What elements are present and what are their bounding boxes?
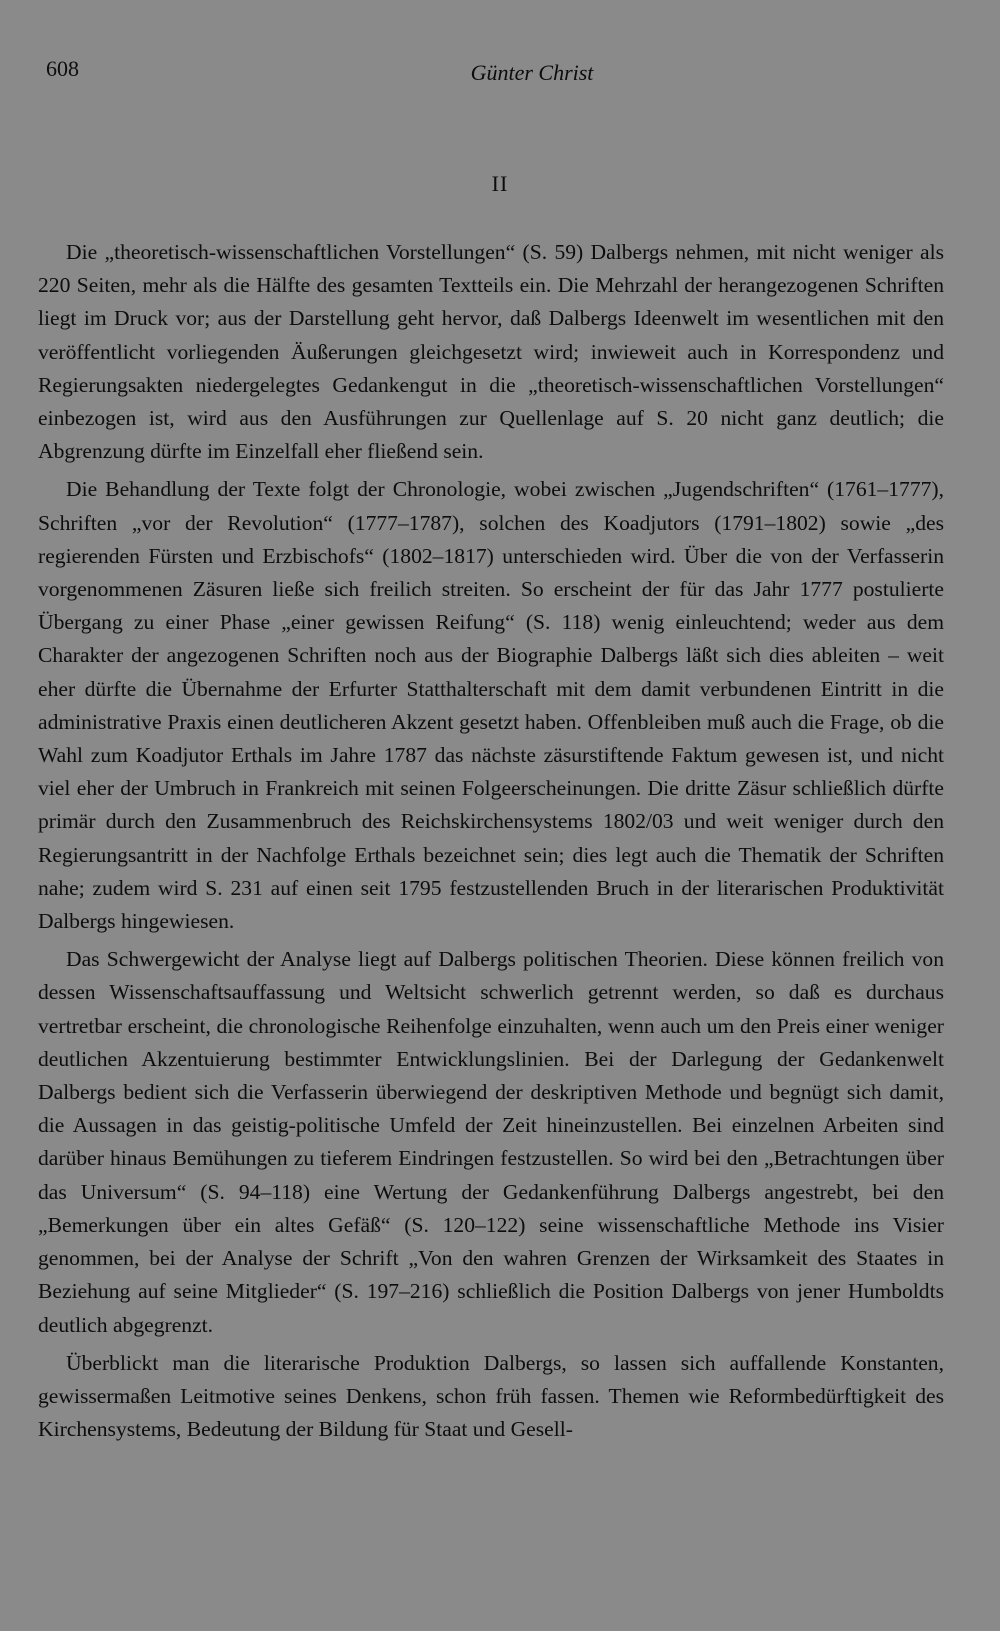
paragraph: Überblickt man die literarische Produktion Dalbergs, so lassen sich auffallende Konstanten, gewissermaßen Leitmotive seines Denkens, schon früh fassen. Themen wie Reformbedürftigkeit des Kirchensystems, Bedeutung der Bildung für Staat und Gesell- [38,1350,944,1442]
running-head-author: Günter Christ [470,60,594,85]
paragraph: Die „theoretisch-wissenschaftlichen Vorstellungen“ (S. 59) Dalbergs nehmen, mit nicht weniger als 220 Seiten, mehr als die Hälfte des gesamten Textteils ein. Die Mehrzahl der herangezogenen Schriften liegt im Druck vor; aus der Darstellung geht hervor, daß Dalbergs Ideenwelt im wesentlichen mit den veröffentlicht vorliegenden Äußerungen gleichgesetzt wird; inwieweit auch in Korrespondenz und Regierungsakten niedergelegtes Gedankengut in die „theoretisch-wissenschaftlichen Vorstellungen“ einbezogen ist, wird aus den Ausführungen zur Quellenlage auf S. 20 nicht ganz deutlich; die Abgrenzung dürfte im Einzelfall eher fließend sein. [38,240,944,464]
page-header [46,56,948,92]
paragraph: Die Behandlung der Texte folgt der Chronologie, wobei zwischen „Jugendschriften“ (1761–1777), Schriften „vor der Revolution“ (1777–1787), solchen des Koadjutors (1791–1802) sowie „des regierenden Fürsten und Erzbischofs“ (1802–1817) unterschieden wird. Über die von der Verfasserin vorgenommenen Zäsuren ließe sich freilich streiten. So erscheint der für das Jahr 1777 postulierte Übergang zu einer Phase „einer gewissen Reifung“ (S. 118) wenig einleuchtend; weder aus dem Charakter der angezogenen Schriften noch aus der Biographie Dalbergs läßt sich dies ableiten – weit eher dürfte die Übernahme der Erfurter Statthalterschaft mit dem damit verbundenen Eintritt in die administrative Praxis einen deutlicheren Akzent gesetzt haben. Offenbleiben muß auch die Frage, ob die Wahl zum Koadjutor Erthals im Jahre 1787 das nächste zäsurstiftende Faktum gewesen ist, und nicht viel eher der Umbruch in Frankreich mit seinen Folgeerscheinungen. Die dritte Zäsur schließlich dürfte primär durch den Zusammenbruch des Reichskirchensystems 1802/03 und weit weniger durch den Regierungsantritt in der Nachfolge Erthals bezeichnet sein; dies legt auch die Thematik der Schriften nahe; zudem wird S. 231 auf einen seit 1795 festzustellenden Bruch in der literarischen Produktivität Dalbergs hingewiesen. [38,477,944,934]
section-heading: II [491,171,509,196]
paragraph: Das Schwergewicht der Analyse liegt auf Dalbergs politischen Theorien. Diese können freilich von dessen Wissenschaftsauffassung und Weltsicht schwerlich getrennt werden, so daß es durchaus vertretbar erscheint, die chronologische Reihenfolge einzuhalten, wenn auch um den Preis einer weniger deutlichen Akzentuierung bestimmter Entwicklungslinien. Bei der Darlegung der Gedankenwelt Dalbergs bedient sich die Verfasserin überwiegend der deskriptiven Methode und begnügt sich damit, die Aussagen in das geistig-politische Umfeld der Zeit hineinzustellen. Bei einzelnen Arbeiten sind darüber hinaus Bemühungen zu tieferem Eindringen festzustellen. So wird bei den „Betrachtungen über das Universum“ (S. 94–118) eine Wertung der Gedankenführung Dalbergs angestrebt, bei den „Bemerkungen über ein altes Gefäß“ (S. 120–122) seine wissenschaftliche Methode ins Visier genommen, bei der Analyse der Schrift „Von den wahren Grenzen der Wirksamkeit des Staates in Beziehung auf seine Mitglieder“ (S. 197–216) schließlich die Position Dalbergs von jener Humboldts deutlich abgegrenzt. [38,947,944,1337]
body-text [38,236,944,1451]
page-number: 608 [46,56,79,81]
